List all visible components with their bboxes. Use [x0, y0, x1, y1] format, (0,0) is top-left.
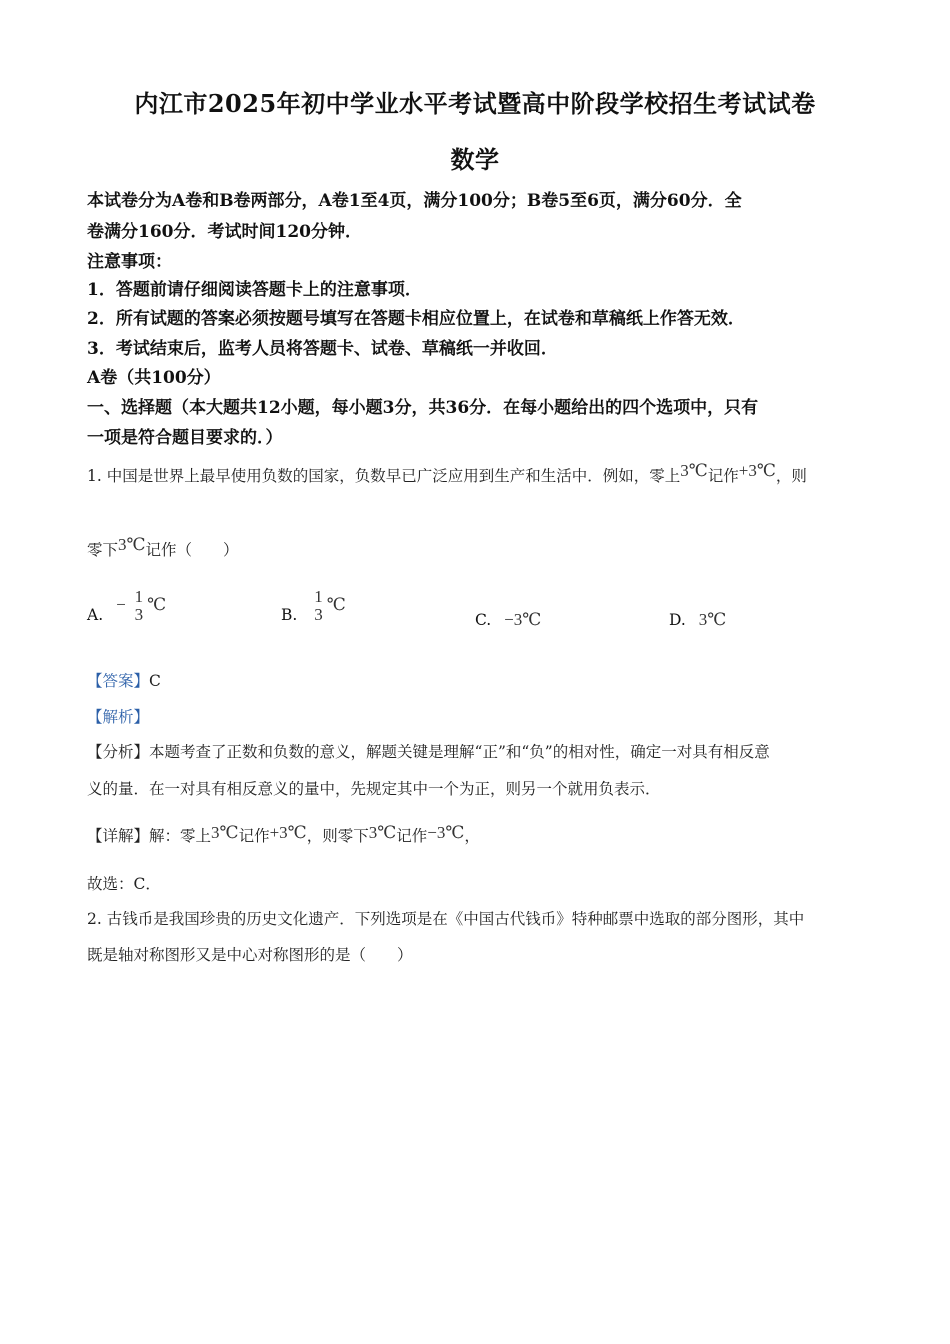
- q1-choose: 故选：C．: [87, 875, 161, 893]
- q1-temp-below: 3℃: [118, 535, 146, 554]
- option-value: −3℃: [504, 610, 542, 629]
- detail-temp-1: 3℃: [211, 823, 239, 842]
- fraction-numerator: 1: [314, 587, 323, 606]
- detail-temp-2: +3℃: [269, 823, 307, 842]
- subject-title: 数学: [450, 145, 500, 174]
- answer-value: C: [149, 672, 161, 690]
- fraction-numerator: 1: [134, 587, 144, 606]
- q1-fenxi-line-1: [87, 740, 770, 762]
- detail-text-a: 解：零上: [149, 827, 212, 845]
- q1-text-d: 零下: [87, 541, 119, 559]
- detail-text-c: ，则零下: [306, 827, 369, 845]
- detail-temp-4: −3℃: [427, 823, 465, 842]
- q1-option-b: [281, 588, 346, 624]
- option-sign: −: [116, 595, 126, 614]
- option-fraction: [133, 588, 146, 624]
- part1-line-1: 一、选择题（本大题共12小题，每小题3分，共36分．在每小题给出的四个选项中，只有: [87, 398, 759, 418]
- option-letter: B.: [281, 606, 298, 624]
- option-letter: A.: [87, 606, 104, 624]
- option-fraction: [312, 588, 325, 624]
- q1-text-e: 记作（ ）: [145, 541, 239, 559]
- option-unit: ℃: [326, 595, 346, 614]
- q1-fenxi-line-2: 义的量．在一对具有相反意义的量中，先规定其中一个为正，则另一个就用负表示．: [87, 780, 661, 798]
- notice-item-2: 2．所有试题的答案必须按题号填写在答题卡相应位置上，在试卷和草稿纸上作答无效．: [87, 309, 745, 329]
- detail-text-e: ，: [464, 827, 480, 845]
- section-a-heading: A卷（共100分）: [87, 368, 221, 388]
- intro-line-1: 本试卷分为A卷和B卷两部分，A卷1至4页，满分100分；B卷5至6页，满分60分．全: [87, 191, 742, 211]
- q1-text-c: ，则: [775, 467, 807, 485]
- q1-plus-three: +3℃: [738, 461, 776, 480]
- q1-option-c: [475, 610, 541, 630]
- option-letter: C.: [475, 611, 492, 629]
- q2-line-2: 既是轴对称图形又是中心对称图形的是（ ）: [87, 946, 413, 964]
- q1-line-1: [87, 461, 807, 486]
- fenxi-text-1: 本题考查了正数和负数的意义，解题关键是理解“正”和“负”的相对性，确定一对具有相反意: [149, 743, 770, 761]
- fraction-denominator: 3: [314, 605, 323, 624]
- exam-title: 内江市2025年初中学业水平考试暨高中阶段学校招生考试试卷: [134, 89, 816, 118]
- q1-line-2: [87, 535, 239, 560]
- option-letter: D.: [669, 611, 686, 629]
- intro-line-2: 卷满分160分．考试时间120分钟．: [87, 222, 362, 242]
- q1-option-a: [87, 588, 166, 624]
- fraction-denominator: 3: [134, 605, 144, 624]
- option-unit: ℃: [147, 595, 167, 614]
- detail-temp-3: 3℃: [368, 823, 397, 842]
- part1-line-2: 一项是符合题目要求的．）: [87, 428, 283, 448]
- answer-tag: 【答案】: [87, 672, 150, 690]
- fenxi-tag: 【分析】: [87, 743, 150, 761]
- q2-line-1: 2. 古钱币是我国珍贵的历史文化遗产．下列选项是在《中国古代钱币》特种邮票中选取的部分图形，其中: [87, 910, 805, 928]
- notice-item-1: 1．答题前请仔细阅读答题卡上的注意事项．: [87, 280, 422, 300]
- detail-text-d: 记作: [396, 827, 428, 845]
- q1-text-a: 1. 中国是世界上最早使用负数的国家，负数早已广泛应用到生产和生活中．例如，零上: [87, 467, 681, 485]
- q1-temp-above: 3℃: [680, 461, 708, 480]
- q1-text-b: 记作: [707, 467, 739, 485]
- q1-option-d: [669, 610, 726, 630]
- option-value: 3℃: [698, 610, 727, 629]
- q1-detail: [87, 824, 480, 846]
- notice-item-3: 3．考试结束后，监考人员将答题卡、试卷、草稿纸一并收回．: [87, 339, 558, 359]
- analysis-tag: 【解析】: [87, 708, 150, 726]
- detail-text-b: 记作: [238, 827, 270, 845]
- notice-heading: 注意事项：: [87, 252, 172, 272]
- q1-answer: [87, 669, 161, 691]
- detail-tag: 【详解】: [87, 827, 150, 845]
